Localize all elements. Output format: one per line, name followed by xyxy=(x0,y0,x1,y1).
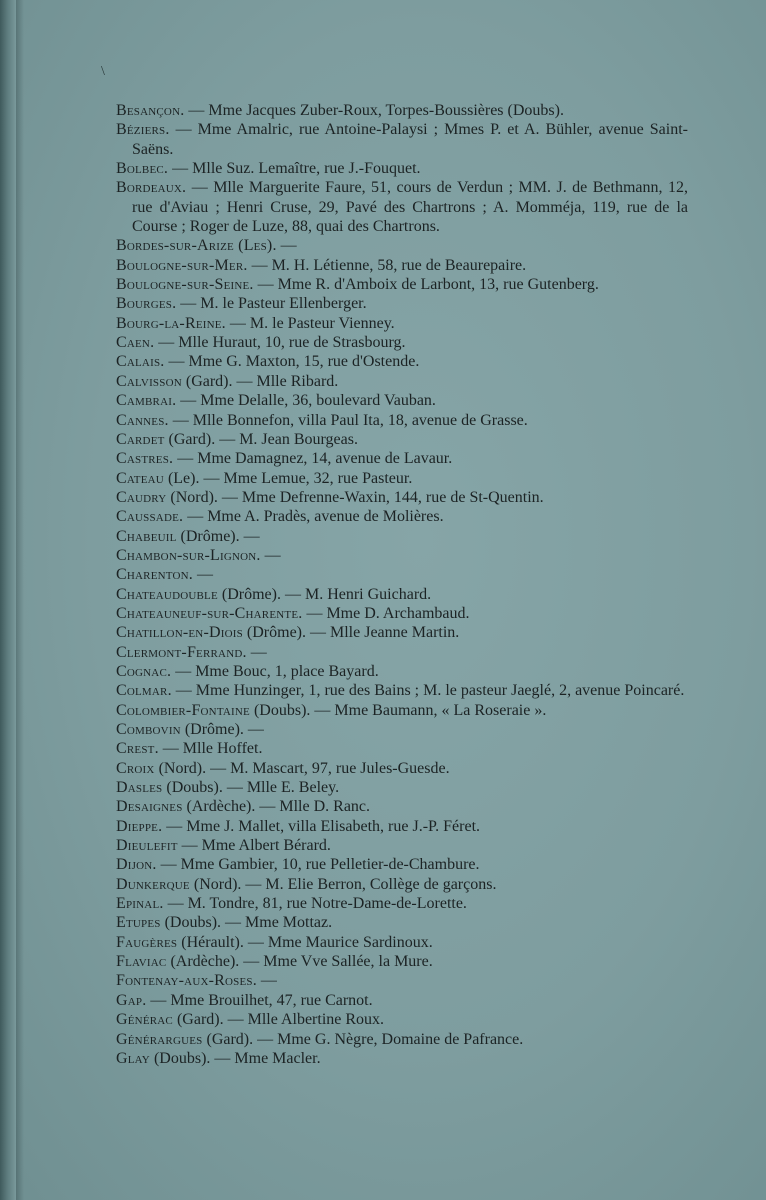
list-item xyxy=(116,333,688,352)
place-name: Bolbec. xyxy=(116,160,169,178)
list-item xyxy=(116,991,688,1010)
place-name: Bordeaux. xyxy=(116,179,187,197)
place-name: Chateauneuf-sur-Charente. xyxy=(116,604,303,622)
list-item xyxy=(116,604,688,623)
entry-details: (Ardèche). — Mlle D. Ranc. xyxy=(182,798,371,816)
entry-details: — Mlle Huraut, 10, rue de Strasbourg. xyxy=(154,334,406,352)
entry-details: — Mme Brouilhet, 47, rue Carnot. xyxy=(146,991,373,1009)
entry-details: (Gard). — Mme G. Nègre, Domaine de Pafrance. xyxy=(202,1030,524,1048)
place-name: Dasles xyxy=(116,779,163,797)
list-item xyxy=(116,933,688,952)
list-item xyxy=(116,275,688,294)
entry-details: — M. le Pasteur Vienney. xyxy=(225,314,395,332)
place-name: Flaviac xyxy=(116,953,167,971)
entry-details: — Mme A. Pradès, avenue de Molières. xyxy=(183,508,444,526)
list-item xyxy=(116,488,688,507)
list-item xyxy=(116,120,688,159)
list-item xyxy=(116,546,688,565)
entry-details: — M. le Pasteur Ellenberger. xyxy=(176,295,367,313)
place-name: Caudry xyxy=(116,488,167,506)
place-name: Faugères xyxy=(116,933,178,951)
list-item xyxy=(116,797,688,816)
place-name: Etupes xyxy=(116,914,161,932)
place-name: Glay xyxy=(116,1049,150,1067)
list-item xyxy=(116,236,688,255)
entry-details: — M. H. Létienne, 58, rue de Beaurepaire. xyxy=(247,256,527,274)
place-name: Gap. xyxy=(116,991,147,1009)
spine-shadow xyxy=(16,0,24,1200)
place-name: Chateaudouble xyxy=(116,585,218,603)
list-item xyxy=(116,623,688,642)
list-item xyxy=(116,643,688,662)
place-name: Desaignes xyxy=(116,798,183,816)
entry-details: — Mlle Suz. Lemaître, rue J.-Fouquet. xyxy=(168,160,421,178)
place-name: Dunkerque xyxy=(116,875,190,893)
list-item xyxy=(116,294,688,313)
list-item xyxy=(116,662,688,681)
list-item xyxy=(116,178,688,236)
place-name: Chambon-sur-Lignon. xyxy=(116,546,261,564)
entry-details: (Hérault). — Mme Maurice Sardinoux. xyxy=(177,933,433,951)
place-name: Cardet xyxy=(116,430,165,448)
list-item xyxy=(116,913,688,932)
entry-details: (Drôme). — xyxy=(176,527,260,545)
list-item xyxy=(116,314,688,333)
entry-details: — Mlle Bonnefon, villa Paul Ita, 18, avenue de Grasse. xyxy=(168,411,528,429)
place-name: Bordes-sur-Arize (Les). xyxy=(116,237,277,255)
entry-details: (Le). — Mme Lemue, 32, rue Pasteur. xyxy=(163,469,413,487)
entry-details: — Mme Gambier, 10, rue Pelletier-de-Chambure. xyxy=(156,856,480,874)
list-item xyxy=(116,778,688,797)
place-name: Clermont-Ferrand. xyxy=(116,643,247,661)
list-item xyxy=(116,971,688,990)
entry-details: — Mlle Hoffet. xyxy=(158,740,263,758)
place-name: Cateau xyxy=(116,469,164,487)
entry-details: (Doubs). — Mme Baumann, « La Roseraie ». xyxy=(249,701,547,719)
entry-details: — Mme Jacques Zuber-Roux, Torpes-Boussières (Doubs). xyxy=(184,102,564,119)
place-name: Castres. xyxy=(116,450,174,468)
entry-details: (Gard). — Mlle Ribard. xyxy=(181,372,339,390)
entry-details: (Ardèche). — Mme Vve Sallée, la Mure. xyxy=(166,953,433,971)
list-item xyxy=(116,391,688,410)
place-name: Besançon. xyxy=(116,102,185,119)
list-item xyxy=(116,372,688,391)
list-item xyxy=(116,701,688,720)
entry-details: — xyxy=(256,972,277,990)
place-name: Générargues xyxy=(116,1030,203,1048)
list-item xyxy=(116,681,688,700)
place-name: Calvisson xyxy=(116,372,182,390)
list-item xyxy=(116,101,688,120)
entry-details: (Nord). — Mme Defrenne-Waxin, 144, rue de St-Quentin. xyxy=(166,488,544,506)
entry-details: (Drôme). — M. Henri Guichard. xyxy=(217,585,432,603)
entry-details: — Mme Albert Bérard. xyxy=(177,837,331,855)
entry-details: (Drôme). — xyxy=(180,721,264,738)
list-item xyxy=(116,720,688,739)
entry-details: (Doubs). — Mme Mottaz. xyxy=(160,914,333,932)
place-name: Charenton. xyxy=(116,566,193,584)
place-name: Dijon. xyxy=(116,856,157,874)
corner-mark: \ xyxy=(101,64,105,79)
place-name: Dieppe. xyxy=(116,817,163,835)
directory-list xyxy=(116,101,688,1068)
place-name: Boulogne-sur-Mer. xyxy=(116,256,248,274)
entry-details: (Nord). — M. Elie Berron, Collège de garçons. xyxy=(189,875,497,893)
list-item xyxy=(116,836,688,855)
place-name: Caussade. xyxy=(116,508,184,526)
place-name: Caen. xyxy=(116,334,155,352)
entry-details: — Mme Amalric, rue Antoine-Palaysi ; Mmes P. et A. Bühler, avenue Saint-Saëns. xyxy=(132,121,688,158)
list-item xyxy=(116,256,688,275)
place-name: Générac xyxy=(116,1011,173,1029)
entry-details: (Doubs). — Mme Macler. xyxy=(149,1049,321,1067)
list-item xyxy=(116,527,688,546)
entry-details: — Mme R. d'Amboix de Larbont, 13, rue Gutenberg. xyxy=(253,276,599,294)
entry-details: — xyxy=(276,237,297,255)
list-item xyxy=(116,739,688,758)
list-item xyxy=(116,1030,688,1049)
entry-details: — Mme Hunzinger, 1, rue des Bains ; M. le pasteur Jaeglé, 2, avenue Poincaré. xyxy=(171,682,685,700)
list-item xyxy=(116,411,688,430)
entry-details: (Gard). — Mlle Albertine Roux. xyxy=(172,1011,385,1029)
place-name: Colmar. xyxy=(116,682,172,700)
entry-details: — xyxy=(260,546,281,564)
list-item xyxy=(116,159,688,178)
list-item xyxy=(116,952,688,971)
entry-details: — Mme J. Mallet, villa Elisabeth, rue J.-P. Féret. xyxy=(162,817,481,835)
entry-details: — Mme G. Maxton, 15, rue d'Ostende. xyxy=(164,353,420,371)
entry-details: — xyxy=(246,643,267,661)
list-item xyxy=(116,817,688,836)
list-item xyxy=(116,352,688,371)
list-item xyxy=(116,855,688,874)
place-name: Bourges. xyxy=(116,295,177,313)
place-name: Combovin xyxy=(116,721,181,738)
place-name: Chabeuil xyxy=(116,527,177,545)
place-name: Crest. xyxy=(116,740,159,758)
place-name: Fontenay-aux-Roses. xyxy=(116,972,257,990)
place-name: Boulogne-sur-Seine. xyxy=(116,276,254,294)
entry-details: — Mme Bouc, 1, place Bayard. xyxy=(171,662,379,680)
list-item xyxy=(116,449,688,468)
place-name: Croix xyxy=(116,759,155,777)
place-name: Calais. xyxy=(116,353,165,371)
entry-details: — Mlle Marguerite Faure, 51, cours de Verdun ; MM. J. de Bethmann, 12, rue d'Aviau ; Henri Cruse, 29, Pavé des Chartrons ; A. Momméja, 119, rue de la Course ; Roger de Luze, 88, quai des Chartrons. xyxy=(132,179,688,236)
place-name: Cambrai. xyxy=(116,392,177,410)
entry-details: — M. Tondre, 81, rue Notre-Dame-de-Lorette. xyxy=(163,895,467,913)
list-item xyxy=(116,565,688,584)
place-name: Colombier-Fontaine xyxy=(116,701,250,719)
list-item xyxy=(116,894,688,913)
list-item xyxy=(116,507,688,526)
list-item xyxy=(116,585,688,604)
entry-details: (Gard). — M. Jean Bourgeas. xyxy=(164,430,358,448)
list-item xyxy=(116,430,688,449)
list-item xyxy=(116,1049,688,1068)
list-item xyxy=(116,875,688,894)
place-name: Bourg-la-Reine. xyxy=(116,314,226,332)
place-name: Epinal. xyxy=(116,895,164,913)
place-name: Béziers. xyxy=(116,121,170,139)
place-name: Chatillon-en-Diois xyxy=(116,624,243,642)
place-name: Cannes. xyxy=(116,411,169,429)
place-name: Cognac. xyxy=(116,662,172,680)
entry-details: — Mme Damagnez, 14, avenue de Lavaur. xyxy=(173,450,453,468)
book-spine xyxy=(0,0,16,1200)
entry-details: — Mme Delalle, 36, boulevard Vauban. xyxy=(176,392,436,410)
list-item xyxy=(116,469,688,488)
entry-details: — xyxy=(192,566,213,584)
list-item xyxy=(116,1010,688,1029)
entry-details: (Nord). — M. Mascart, 97, rue Jules-Guesde. xyxy=(154,759,450,777)
entry-details: — Mme D. Archambaud. xyxy=(302,604,470,622)
entry-details: (Drôme). — Mlle Jeanne Martin. xyxy=(242,624,460,642)
entry-details: (Doubs). — Mlle E. Beley. xyxy=(162,779,340,797)
place-name: Dieulefit xyxy=(116,837,178,855)
list-item xyxy=(116,759,688,778)
